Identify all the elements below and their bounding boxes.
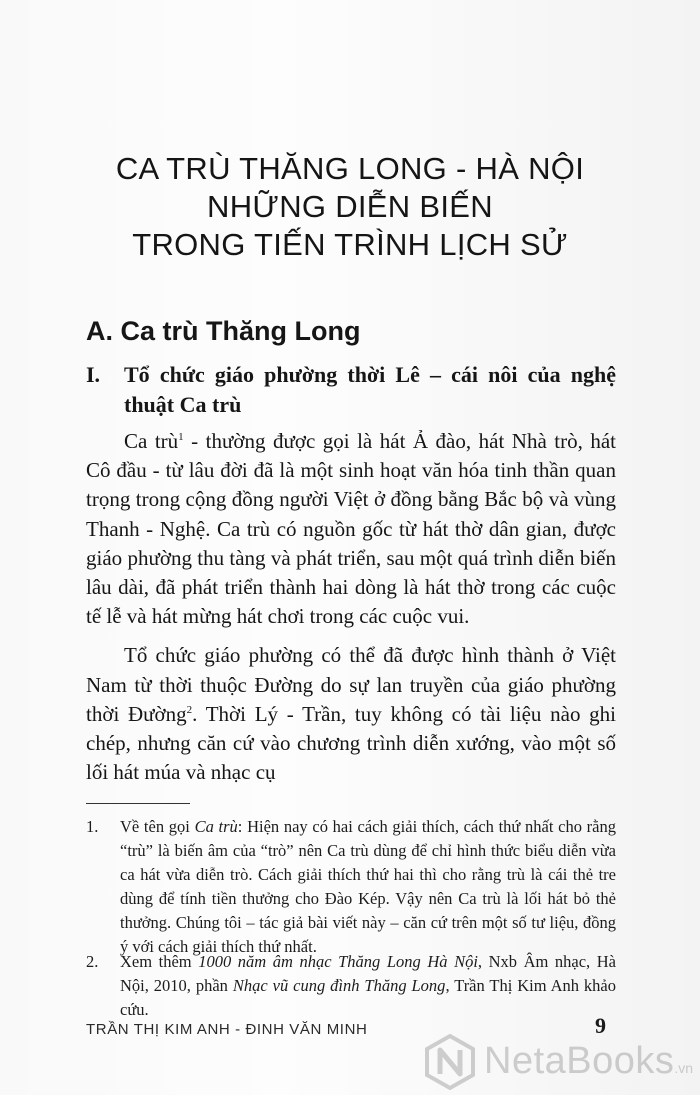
footnote-divider [86, 803, 190, 804]
paragraph-2 [86, 641, 616, 787]
footnote-1-number: 1. [86, 817, 99, 836]
footnote-1-italic: Ca trù [194, 817, 238, 836]
watermark-suffix: .vn [674, 1060, 694, 1076]
watermark-text [484, 1040, 693, 1083]
footnote-2-text [120, 950, 616, 1022]
footnote-2-mid: , Nxb Âm nhạc, Hà Nội, 2010, phần [120, 952, 616, 995]
footnote-2-italic-2: Nhạc vũ cung đình Thăng Long [232, 976, 446, 995]
subsection-number: I. [86, 362, 101, 387]
subsection-title: Tổ chức giáo phường thời Lê – cái nôi của nghệ thuật Ca trù [124, 362, 616, 417]
chapter-title-line-1: CA TRÙ THĂNG LONG - HÀ NỘI [115, 151, 585, 186]
chapter-title-line-3: TRONG TIẾN TRÌNH LỊCH SỬ [132, 227, 568, 262]
paragraph-1 [86, 427, 616, 631]
footnote-2-pre: Xem thêm [120, 952, 199, 971]
paragraph-2-text-a: Tổ chức giáo phường có thể đã được hình thành ở Việt Nam từ thời thuộc Đường do sự lan truyền của giáo phường thời Đường [86, 643, 616, 726]
paragraph-2-text-b: . Thời Lý - Trần, tuy không có tài liệu nào ghi chép, nhưng căn cứ vào chương trình diễn xướng, vào một số lối hát múa và nhạc cụ [86, 701, 616, 785]
watermark [420, 1032, 700, 1092]
subsection-heading [86, 360, 616, 420]
footnote-2-italic-1: 1000 năm âm nhạc Thăng Long Hà Nội [198, 952, 478, 971]
chapter-title [0, 150, 700, 264]
footnote-1 [86, 815, 616, 959]
footnote-2-number: 2. [86, 952, 99, 971]
footnote-1-text [120, 815, 616, 959]
page-number: 9 [595, 1013, 606, 1038]
chapter-title-line-2: NHỮNG DIỄN BIẾN [207, 189, 493, 224]
section-heading: A. Ca trù Thăng Long [86, 316, 361, 346]
running-footer-authors: TRẦN THỊ KIM ANH - ĐINH VĂN MINH [86, 1021, 368, 1038]
footnote-2-post: , Trần Thị Kim Anh khảo cứu. [120, 976, 617, 1019]
paragraph-1-lead: Ca trù [124, 429, 179, 453]
footnote-ref-1: 1 [178, 431, 184, 443]
body-text [86, 427, 616, 797]
footnote-2 [86, 950, 616, 1022]
netabooks-logo-icon [420, 1032, 480, 1092]
paragraph-1-text: - thường được gọi là hát Ả đào, hát Nhà trò, hát Cô đầu - từ lâu đời đã là một sinh hoạt văn hóa tinh thần quan trọng trong cộng đồng người Việt ở đồng bằng Bắc bộ và vùng Thanh - Nghệ. Ca trù có nguồn gốc từ hát thờ dân gian, được giáo phường thu tàng và phát triển, sau một quá trình diễn biến lâu dài, đã phát triển thành hai dòng là hát thờ trong các cuộc tế lễ và hát mừng hát chơi trong các cuộc vui. [86, 429, 616, 629]
footnote-ref-2: 2 [186, 703, 193, 716]
footnote-1-post: : Hiện nay có hai cách giải thích, cách thứ nhất cho rằng “trù” là biến âm của “trò” nên Ca trù dùng để chỉ hình thức biểu diễn vừa ca hát vừa diễn trò. Cách giải thích thứ hai thì cho rằng trù là cái thẻ tre dùng để tính tiền thưởng cho Đào Kép. Vậy nên Ca trù là lối hát bỏ thẻ thưởng. Chúng tôi – tác giả bài viết này – căn cứ trên một số tư liệu, đồng ý với cách giải thích thứ nhất. [120, 817, 617, 956]
watermark-brand: NetaBooks [484, 1040, 675, 1082]
footnote-1-pre: Về tên gọi [120, 817, 195, 836]
